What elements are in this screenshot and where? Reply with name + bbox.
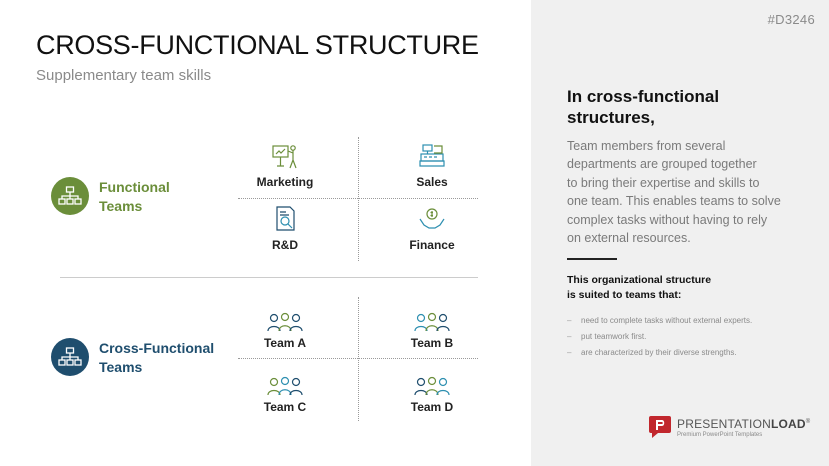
slide-code: #D3246 (767, 12, 815, 27)
panel-body-text: Team members from several departments are grouped together to bring their expertise and skills to one team. This enables teams to solve complex tasks without having to rely on external resources. (567, 139, 781, 246)
logo-registered-mark: ® (805, 418, 811, 425)
dash-bullet-icon: – (567, 332, 572, 341)
functional-cell-label: Finance (409, 238, 455, 252)
panel-heading: In cross-functional structures, (567, 87, 720, 127)
team-cell-label: Team D (410, 400, 454, 414)
functional-cell-label: Marketing (256, 175, 314, 189)
panel-divider (567, 258, 617, 260)
logo-tagline: Premium PowerPoint Templates (677, 431, 763, 438)
functional-teams-label: Functional Teams (99, 179, 170, 214)
logo-name-regular: PRESENTATION (677, 416, 771, 431)
team-cell-label: Team C (263, 400, 307, 414)
team-people-icon (412, 307, 452, 337)
cross-functional-grid-vertical-divider (358, 297, 359, 421)
logo-name (677, 417, 810, 431)
cross-functional-grid-horizontal-divider (238, 358, 478, 359)
suitability-list (567, 313, 817, 361)
presentationload-logo (649, 416, 810, 438)
team-people-icon (412, 371, 452, 401)
page-subtitle: Supplementary team skills (36, 67, 212, 84)
dash-bullet-icon: – (567, 316, 572, 325)
team-people-icon (265, 371, 305, 401)
list-item (567, 345, 817, 361)
functional-cell-label: R&D (272, 238, 298, 252)
team-cell-label: Team A (263, 336, 306, 350)
org-chart-icon (51, 338, 89, 376)
money-hands-icon (412, 204, 452, 234)
functional-cell-label: Sales (416, 175, 448, 189)
functional-grid-vertical-divider (358, 137, 359, 261)
cross-functional-teams-label: Cross-Functional Teams (99, 340, 215, 375)
group-separator (60, 277, 478, 278)
list-item (567, 313, 817, 329)
logo-text (677, 417, 810, 438)
list-item-text: put teamwork first. (581, 332, 647, 341)
presentation-board-icon (265, 141, 305, 171)
team-people-icon (265, 307, 305, 337)
page-title: CROSS-FUNCTIONAL STRUCTURE (36, 30, 479, 60)
dash-bullet-icon: – (567, 348, 572, 357)
team-cell-label: Team B (410, 336, 454, 350)
functional-grid-horizontal-divider (238, 198, 478, 199)
logo-name-bold: LOAD (770, 416, 806, 431)
list-item-text: need to complete tasks without external experts. (581, 316, 753, 325)
list-item-text: are characterized by their diverse strengths. (581, 348, 737, 357)
research-document-icon (265, 204, 305, 234)
presentationload-logo-mark-icon (649, 416, 671, 438)
org-chart-icon (51, 177, 89, 215)
panel-subheading: This organizational structure is suited to teams that: (567, 274, 712, 301)
list-item (567, 329, 817, 345)
cash-register-icon (412, 141, 452, 171)
